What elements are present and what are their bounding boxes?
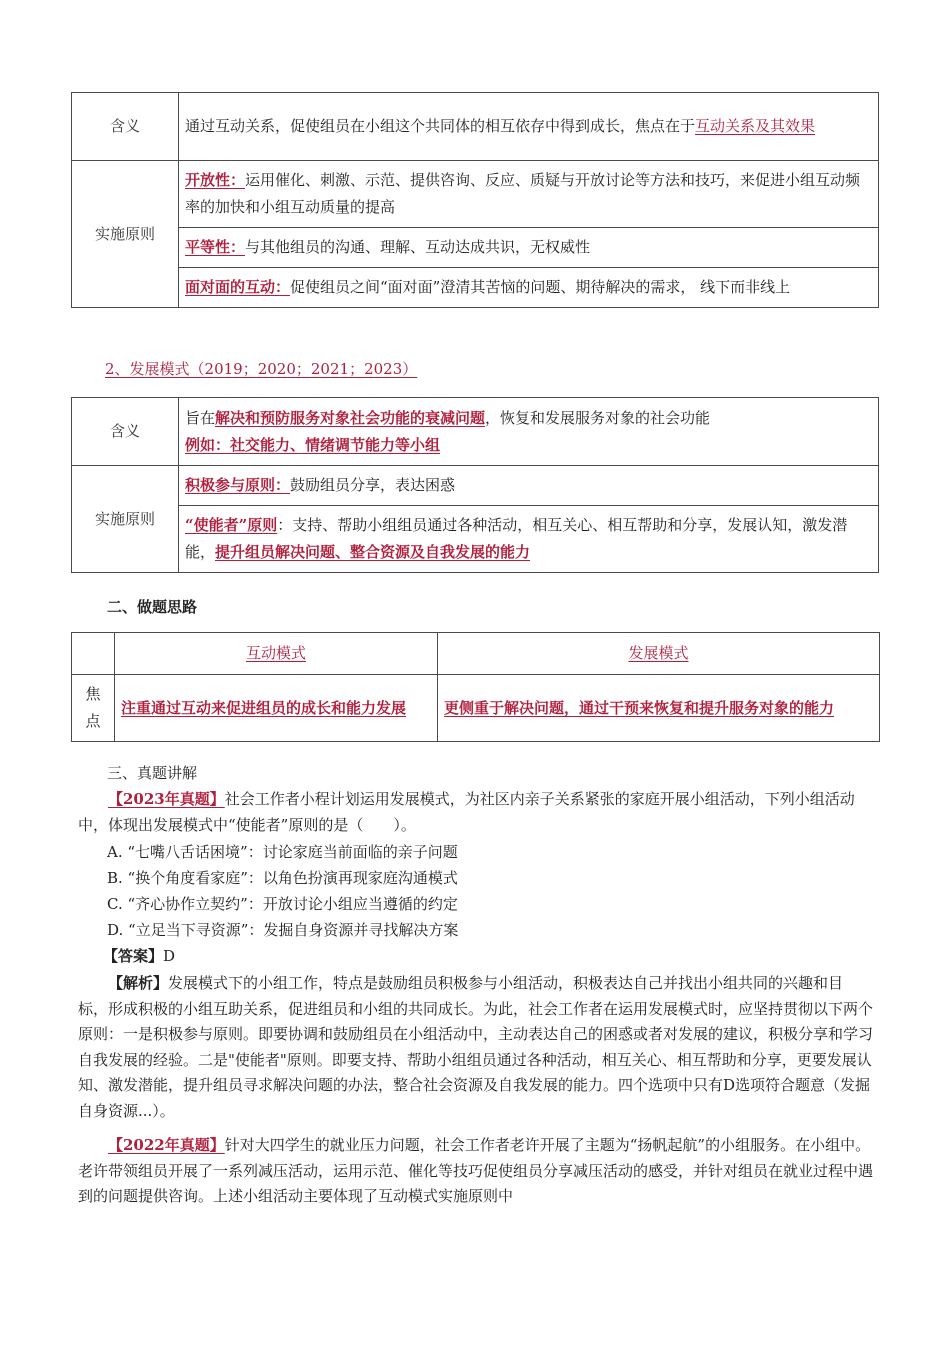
question-tag: 【2023年真题】 — [108, 790, 225, 808]
question-2023-stem: 【2023年真题】社会工作者小程计划运用发展模式，为社区内亲子关系紧张的家庭开展小组活动，下列小组活动中，体现出发展模式中“使能者”原则的是（ ）。 — [78, 790, 855, 834]
answer-line: 【答案】D — [103, 947, 176, 965]
principle-cell: “使能者”原则：支持、帮助小组组员通过各种活动，相互关心、相互帮助和分享，发展认知，激发潜能，提升组员解决问题、整合资源及自我发展的能力 — [179, 506, 879, 573]
principles-label: 实施原则 — [72, 466, 179, 573]
table-row — [72, 506, 879, 573]
highlight-text: 互动关系及其效果 — [695, 117, 816, 135]
table-row — [72, 161, 879, 228]
table-row — [72, 675, 880, 742]
option-b: B. “换个角度看家庭”：以角色扮演再现家庭沟通模式 — [107, 869, 458, 887]
question-tag: 【2022年真题】 — [108, 1136, 225, 1154]
meaning-cell: 通过互动关系，促使组员在小组这个共同体的相互依存中得到成长，焦点在于互动关系及其效果 — [179, 93, 879, 161]
principle-cell: 积极参与原则：鼓励组员分享，表达困惑 — [179, 466, 879, 506]
section-heading-development: 2、发展模式（2019；2020；2021；2023） — [105, 360, 418, 378]
comparison-table — [71, 632, 880, 742]
empty-header-cell — [72, 633, 115, 675]
option-d: D. “立足当下寻资源”：发掘自身资源并寻找解决方案 — [107, 921, 459, 939]
principles-label: 实施原则 — [72, 161, 179, 308]
section-heading-thinking: 二、做题思路 — [107, 598, 198, 616]
column-header: 互动模式 — [115, 633, 438, 675]
option-a: A. “七嘴八舌话困境”：讨论家庭当前面临的亲子问题 — [107, 843, 458, 861]
interaction-model-table — [71, 92, 879, 308]
principle-cell: 面对面的互动：促使组员之间“面对面”澄清其苦恼的问题、期待解决的需求， 线下而非线上 — [179, 268, 879, 308]
table-row — [72, 228, 879, 268]
section-heading-real-exam: 三、真题讲解 — [107, 764, 198, 782]
table-row — [72, 466, 879, 506]
table-row — [72, 268, 879, 308]
principle-cell: 平等性：与其他组员的沟通、理解、互动达成共识，无权威性 — [179, 228, 879, 268]
table-row — [72, 398, 879, 466]
meaning-label: 含义 — [72, 93, 179, 161]
option-c: C. “齐心协作立契约”：开放讨论小组应当遵循的约定 — [107, 895, 458, 913]
analysis-paragraph: 【解析】发展模式下的小组工作，特点是鼓励组员积极参与小组活动，积极表达自己并找出小组共同的兴趣和目标，形成积极的小组互助关系，促进组员和小组的共同成长。为此，社会工作者在运用发展模式时，应坚持贯彻以下两个原则：一是积极参与原则。即要协调和鼓励组员在小组活动中，主动表达自己的困惑或者对发展的建议，积极分享和学习自我发展的经验。二是"使能者"原则。即要支持、帮助小组组员通过各种活动，相互关心、相互帮助和分享，更要发展认知、激发潜能，提升组员寻求解决问题的办法，整合社会资源及自我发展的能力。四个选项中只有D选项符合题意（发掘自身资源...）。 — [78, 974, 874, 1120]
answer-value: D — [163, 947, 176, 965]
comparison-cell: 注重通过互动来促进组员的成长和能力发展 — [115, 675, 438, 742]
table-row — [72, 93, 879, 161]
meaning-label: 含义 — [72, 398, 179, 466]
focus-label: 焦点 — [72, 675, 115, 742]
principle-cell: 开放性：运用催化、刺激、示范、提供咨询、反应、质疑与开放讨论等方法和技巧，来促进小组互动频率的加快和小组互动质量的提高 — [179, 161, 879, 228]
column-header: 发展模式 — [438, 633, 880, 675]
comparison-cell: 更侧重于解决问题，通过干预来恢复和提升服务对象的能力 — [438, 675, 880, 742]
question-2022-stem: 【2022年真题】针对大四学生的就业压力问题，社会工作者老许开展了主题为“扬帆起航”的小组服务。在小组中。老许带领组员开展了一系列减压活动，运用示范、催化等技巧促使组员分享减压活动的感受，并针对组员在就业过程中遇到的问题提供咨询。上述小组活动主要体现了互动模式实施原则中 — [78, 1136, 874, 1205]
meaning-cell: 旨在解决和预防服务对象社会功能的衰减问题，恢复和发展服务对象的社会功能 例如：社交能力、情绪调节能力等小组 — [179, 398, 879, 466]
development-model-table — [71, 397, 879, 573]
example-text: 例如：社交能力、情绪调节能力等小组 — [185, 435, 441, 454]
table-row — [72, 633, 880, 675]
